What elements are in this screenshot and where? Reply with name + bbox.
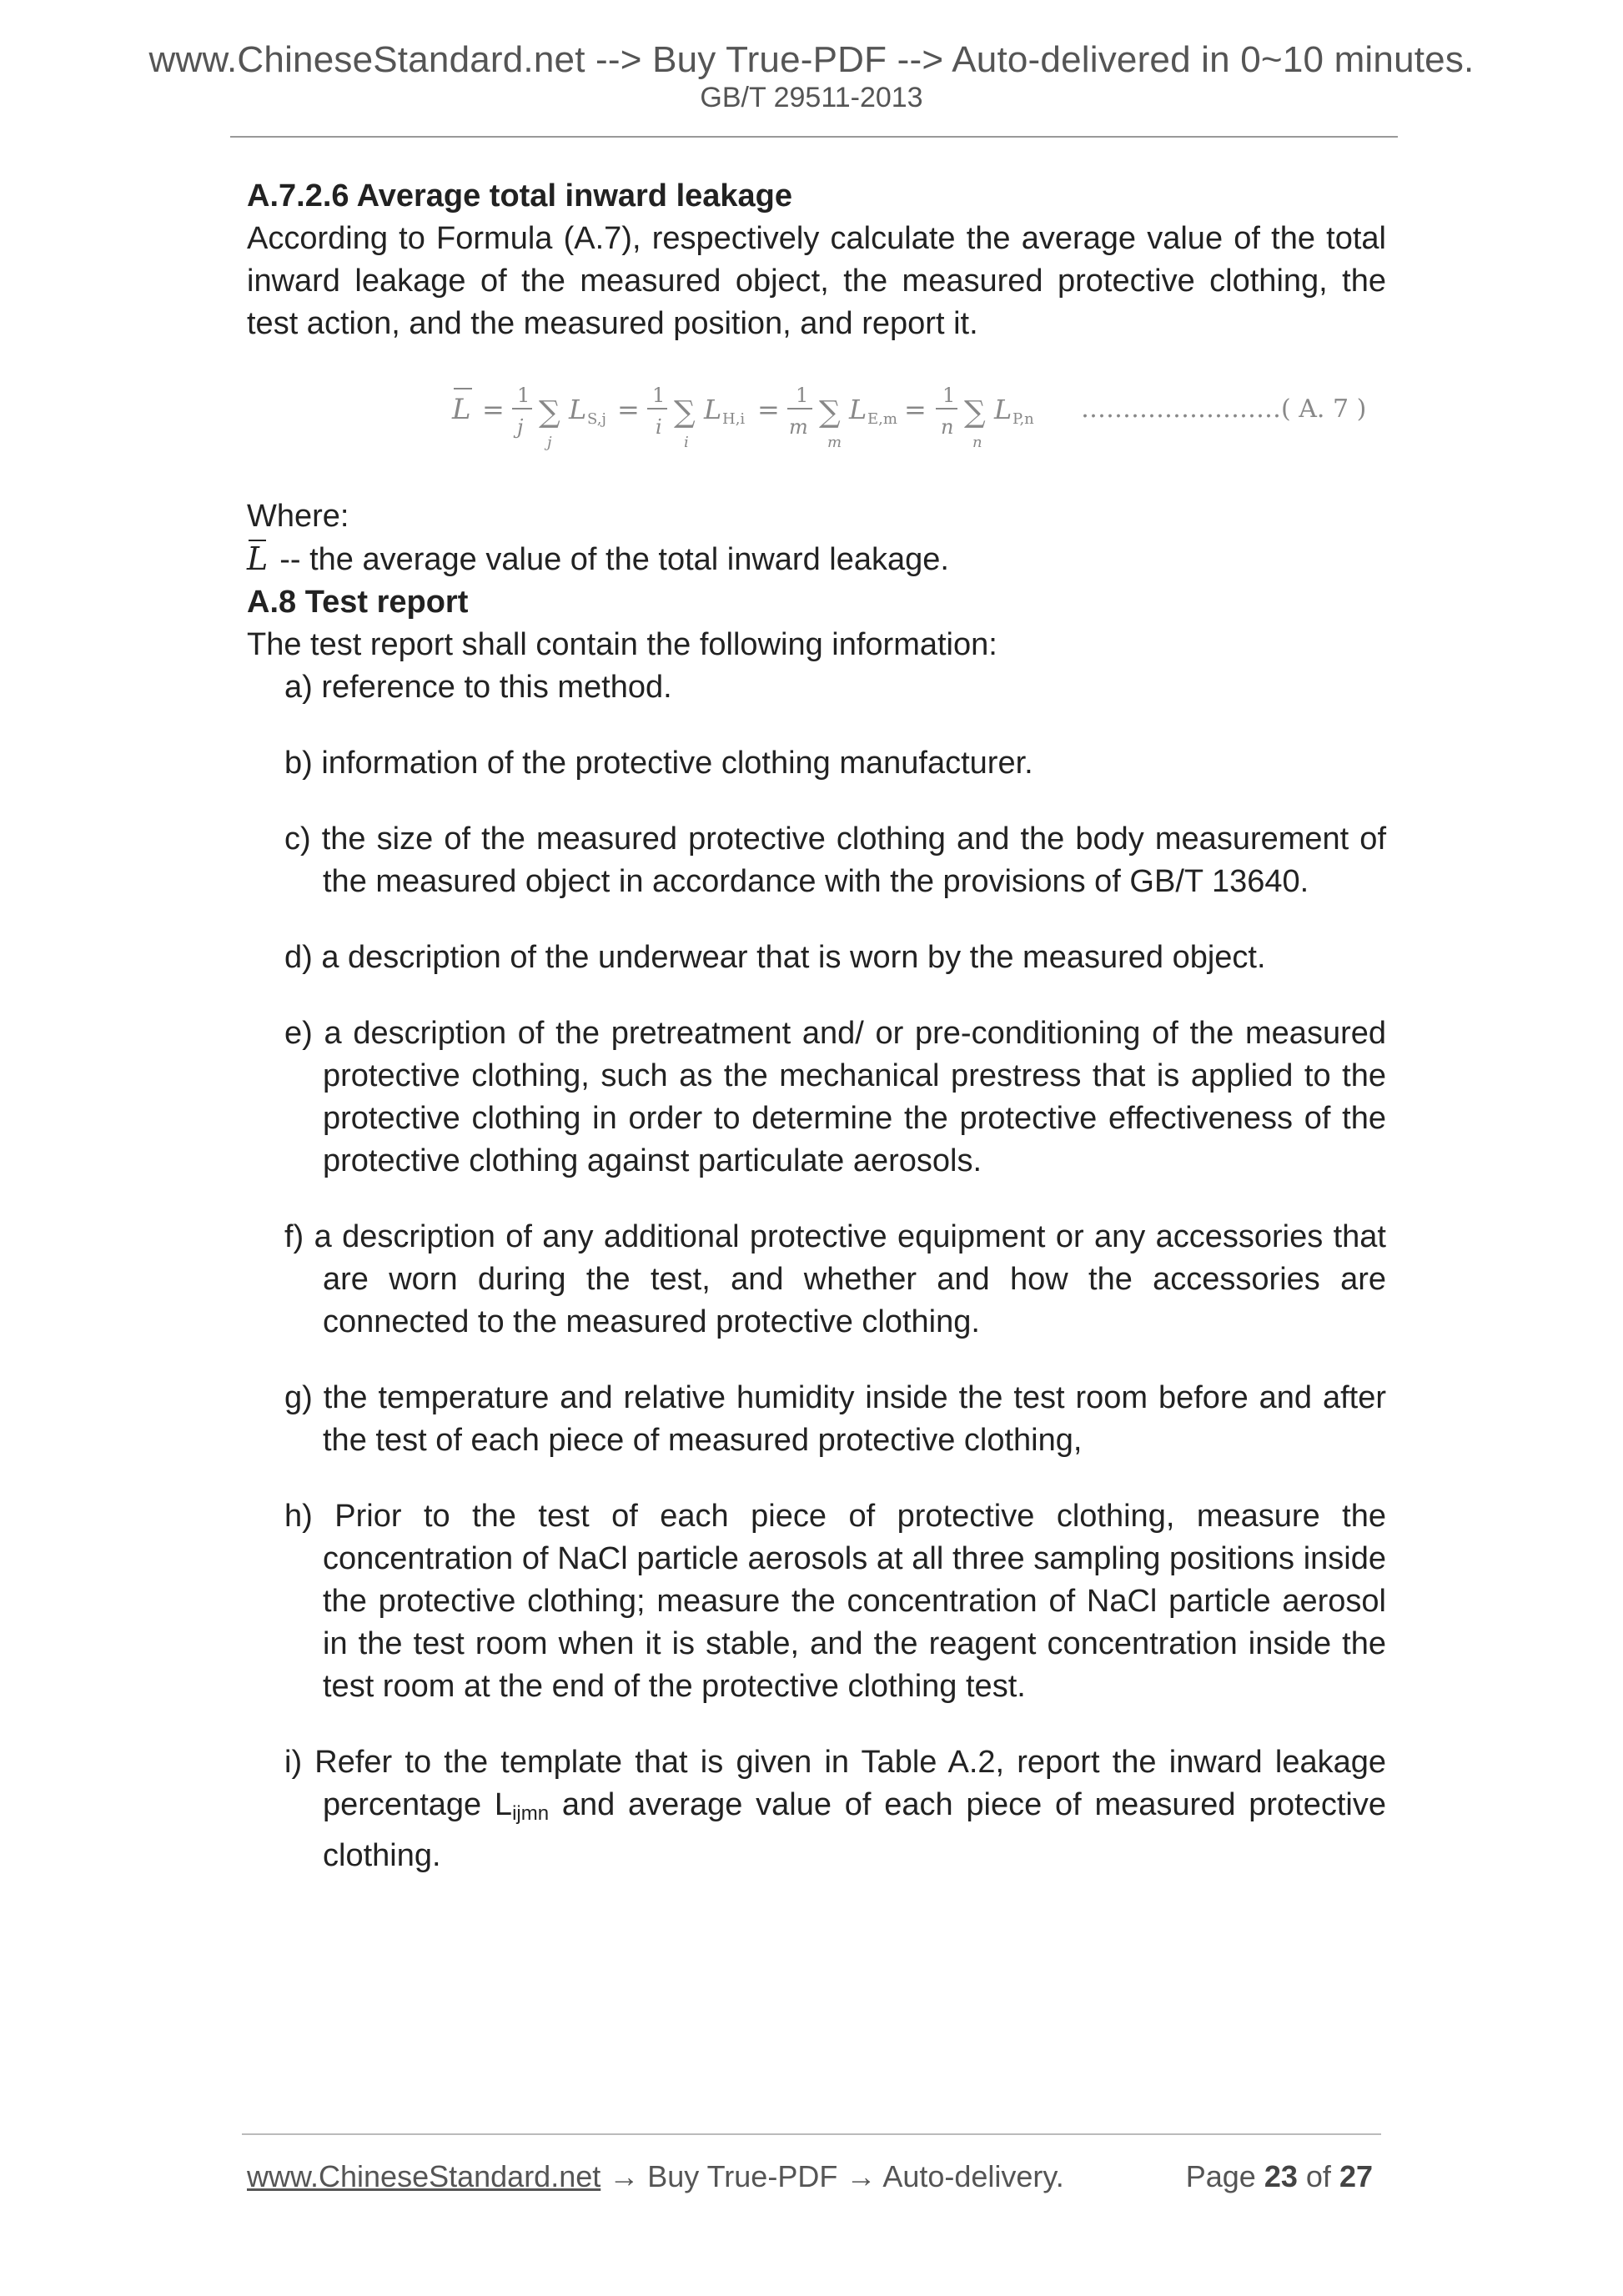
svg-text:1: 1	[652, 384, 666, 407]
svg-text:L: L	[569, 394, 587, 425]
test-report-list	[247, 666, 1386, 1877]
list-item: f) a description of any additional protective equipment or any accessories that are worn during the test, and whether and how the accessories are connected to the measured protective clothing.	[284, 1219, 1386, 1339]
formula-sub-2: H,i	[722, 410, 746, 428]
page-total: 27	[1339, 2159, 1373, 2193]
list-item	[284, 1741, 1386, 1877]
header-banner: www.ChineseStandard.net --> Buy True-PDF --> Auto-delivered in 0~10 minutes.	[148, 39, 1475, 80]
definition-symbol: L	[247, 538, 268, 580]
svg-text:=: =	[757, 394, 780, 425]
item-i-text-end: and average value of each piece of measured protective clothing.	[323, 1787, 1386, 1873]
svg-text:∑: ∑	[539, 395, 560, 430]
item-i-subscript: ijmn	[512, 1802, 550, 1825]
formula-den-3: m	[789, 415, 808, 439]
footer-left	[247, 2158, 1064, 2195]
svg-text:L: L	[849, 394, 867, 425]
svg-text:L: L	[704, 394, 722, 425]
page-content	[247, 175, 1386, 1877]
footer-site-link[interactable]: www.ChineseStandard.net	[247, 2159, 601, 2193]
formula-sub-3: E,m	[867, 410, 897, 428]
formula-den-2: i	[656, 415, 662, 439]
formula-lhs: L	[452, 393, 471, 426]
of-word: of	[1305, 2159, 1331, 2193]
list-item: g) the temperature and relative humidity inside the test room before and after the test of each piece of measured protective clothing,	[284, 1380, 1386, 1458]
formula-idx-4: n	[972, 434, 982, 451]
svg-text:L: L	[994, 394, 1012, 425]
svg-text:∑: ∑	[964, 395, 986, 430]
formula-a7	[247, 370, 1386, 462]
list-item: c) the size of the measured protective clothing and the body measurement of the measured object in accordance with the provisions of GB/T 13640.	[284, 821, 1386, 899]
svg-text:=: =	[904, 394, 927, 425]
section-paragraph: According to Formula (A.7), respectively calculate the average value of the total inward leakage of the measured object, the measured protective clothing, the test action, and the measured position, and report it.	[247, 221, 1386, 341]
page-word: Page	[1185, 2159, 1256, 2193]
item-i-text: i) Refer to the template that is given in Table A.2, report the inward leakage percentage L	[284, 1745, 1386, 1822]
header-divider	[230, 136, 1398, 138]
definition-line	[247, 538, 1386, 581]
svg-text:∑: ∑	[819, 395, 841, 430]
standard-number: GB/T 29511-2013	[700, 82, 923, 113]
list-item: d) a description of the underwear that is worn by the measured object.	[284, 940, 1266, 975]
list-item: a) reference to this method.	[284, 670, 672, 705]
list-item: h) Prior to the test of each piece of protective clothing, measure the concentration of NaCl particle aerosols at all three sampling positions inside the protective clothing; measure the concentration of NaCl particle aerosol in the test room when it is stable, and the reagent concentration inside the test room at the end of the protective clothing test.	[284, 1499, 1386, 1704]
section-heading-a726: A.7.2.6 Average total inward leakage	[247, 178, 793, 214]
formula-den-4: n	[941, 415, 954, 439]
formula-sub-1: S,j	[587, 410, 606, 428]
svg-text:∑: ∑	[674, 395, 696, 430]
test-report-intro: The test report shall contain the following information:	[247, 627, 997, 662]
formula-idx-1: j	[547, 434, 552, 451]
formula-sub-4: P,n	[1012, 410, 1034, 428]
formula-idx-2: i	[684, 434, 689, 451]
footer-tagline: → Buy True-PDF → Auto-delivery.	[600, 2159, 1064, 2193]
formula-idx-3: m	[827, 434, 842, 451]
definition-text: -- the average value of the total inward leakage.	[279, 542, 949, 577]
svg-text:=: =	[482, 394, 505, 425]
formula-label: ……………………( A. 7 )	[1081, 394, 1367, 424]
formula-den-1: j	[517, 415, 524, 439]
page-footer	[247, 2158, 1381, 2195]
footer-divider	[242, 2133, 1381, 2135]
where-label: Where:	[247, 499, 349, 534]
section-heading-a8: A.8 Test report	[247, 585, 469, 620]
formula-num-1: 1	[517, 384, 530, 407]
svg-text:=: =	[617, 394, 640, 425]
page-number: 23	[1264, 2159, 1298, 2193]
list-item: b) information of the protective clothing manufacturer.	[284, 746, 1033, 781]
page-indicator	[1186, 2158, 1373, 2195]
svg-text:1: 1	[796, 384, 809, 407]
svg-text:1: 1	[942, 384, 956, 407]
formula-graphic	[447, 370, 1398, 462]
list-item: e) a description of the pretreatment and/ or pre-conditioning of the measured protective clothing, such as the mechanical prestress that is applied to the protective clothing in order to determine the protective effectiveness of the protective clothing against particulate aerosols.	[284, 1016, 1386, 1178]
